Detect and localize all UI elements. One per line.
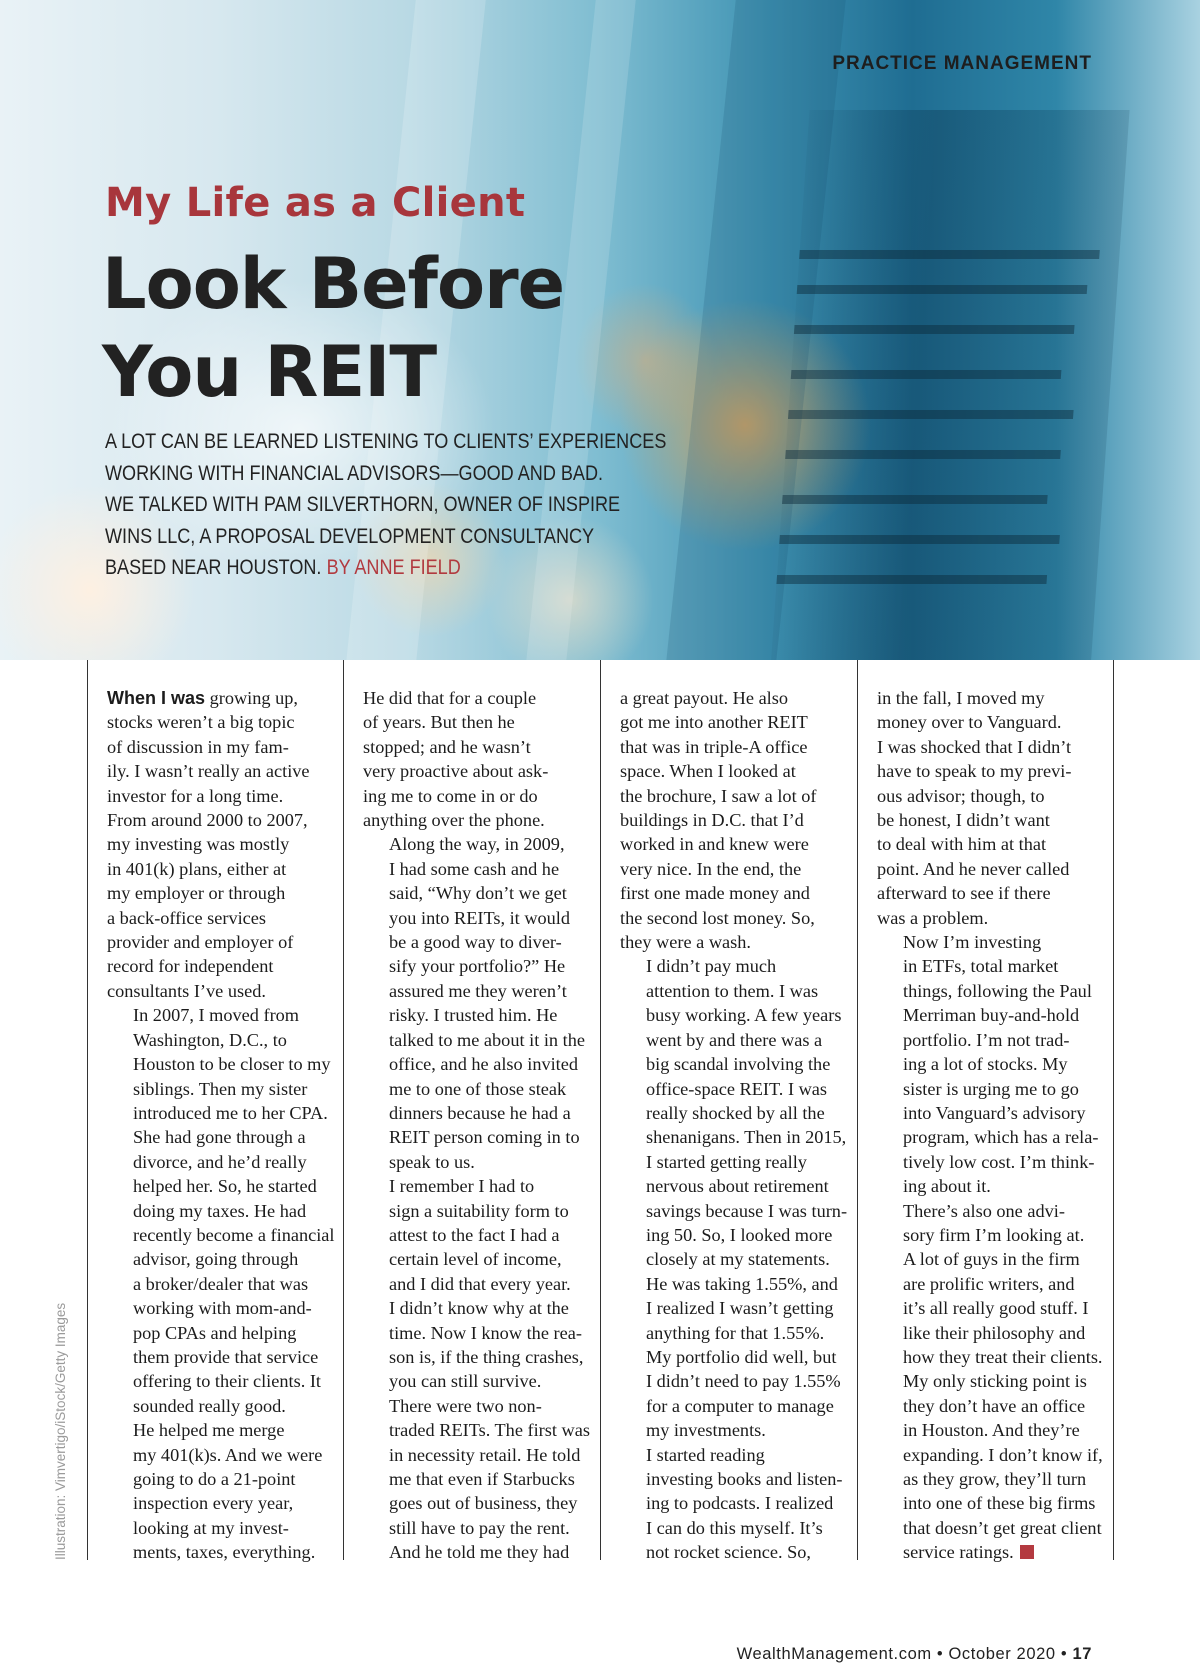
page-footer (737, 1645, 1092, 1664)
footer-issue: October 2020 (948, 1645, 1056, 1663)
text-line (877, 1540, 1103, 1564)
text-line: A lot of guys in the firm (903, 1249, 1080, 1270)
hero-illustration (0, 0, 1200, 660)
text-line (107, 686, 333, 710)
text-line: in necessity retail. He told (389, 1444, 581, 1465)
text-line: they don’t have an office (903, 1395, 1086, 1416)
text-line: anything over the phone. (363, 810, 545, 831)
deck-line: WINS LLC, A PROPOSAL DEVELOPMENT CONSULTANCY (105, 524, 595, 548)
text-line: speak to us. (389, 1151, 475, 1172)
text-line: are prolific writers, and (903, 1273, 1075, 1294)
text-line: In 2007, I moved from (133, 1005, 300, 1026)
text-column (877, 686, 1103, 1565)
text-line: of years. But then he (363, 712, 515, 733)
paragraph (363, 1394, 589, 1565)
footer-separator: • (1060, 1645, 1068, 1663)
column-rule (1113, 660, 1114, 1560)
text-line: ing me to come in or do (363, 785, 538, 806)
paragraph (877, 930, 1103, 1198)
text-line: Merriman buy-and-hold (903, 1005, 1080, 1026)
page-number: 17 (1072, 1645, 1092, 1663)
text-line: program, which has a rela- (903, 1127, 1099, 1148)
text-line: office-space REIT. I was (646, 1078, 828, 1099)
paragraph (107, 686, 333, 1003)
text-line: Washington, D.C., to (133, 1029, 287, 1050)
building-floor-line (779, 535, 1060, 544)
text-line: that doesn’t get great client (903, 1517, 1102, 1538)
text-line: He did that for a couple (363, 688, 537, 708)
text-line: attest to the fact I had a (389, 1224, 560, 1245)
building-floor-line (799, 250, 1100, 259)
title-line: Look Before (102, 243, 565, 325)
column-rule (87, 660, 88, 1560)
building-floor-line (782, 495, 1048, 504)
series-title: My Life as a Client (105, 180, 526, 226)
text-line: sify your portfolio?” He (389, 956, 566, 977)
text-line: into one of these big firms (903, 1493, 1096, 1514)
text-line: in Houston. And they’re (903, 1420, 1080, 1441)
text-line: I started getting really (646, 1151, 807, 1172)
footer-separator: • (936, 1645, 944, 1663)
text-line: I was shocked that I didn’t (877, 736, 1072, 757)
text-line: I remember I had to (389, 1176, 535, 1197)
line-text: service ratings. (903, 1542, 1014, 1563)
text-line: I can do this myself. It’s (646, 1517, 823, 1538)
text-line: not rocket science. So, (646, 1542, 811, 1563)
text-line: ous advisor; though, to (877, 785, 1045, 806)
text-line: stocks weren’t a big topic (107, 712, 295, 733)
text-line: tively low cost. I’m think- (903, 1151, 1095, 1172)
paragraph (107, 1418, 333, 1564)
text-line: I didn’t pay much (646, 956, 777, 977)
text-line: in 401(k) plans, either at (107, 858, 287, 879)
text-line: I realized I wasn’t getting (646, 1298, 834, 1319)
deck-line-text: BASED NEAR HOUSTON. (105, 556, 322, 579)
text-line: pop CPAs and helping (133, 1322, 297, 1343)
byline: BY ANNE FIELD (326, 556, 461, 579)
text-line: my 401(k)s. And we were (133, 1444, 323, 1465)
text-line: ments, taxes, everything. (133, 1542, 316, 1563)
text-line: money over to Vanguard. (877, 712, 1062, 733)
text-line: big scandal involving the (646, 1054, 831, 1075)
text-line: in ETFs, total market (903, 956, 1059, 977)
text-line: going to do a 21-point (133, 1469, 296, 1489)
text-line: siblings. Then my sister (133, 1078, 308, 1099)
deck-line: WE TALKED WITH PAM SILVERTHORN, OWNER OF INSPIRE (105, 493, 621, 516)
text-line: how they treat their clients. (903, 1346, 1103, 1367)
end-of-article-mark (1020, 1545, 1034, 1559)
text-line: investor for a long time. (107, 785, 284, 806)
text-line: the brochure, I saw a lot of (620, 785, 817, 806)
text-line: attention to them. I was (646, 980, 819, 1001)
deck-line (105, 552, 552, 584)
text-line: busy working. A few years (646, 1005, 842, 1026)
text-line: He helped me merge (133, 1420, 285, 1441)
text-line: stopped; and he wasn’t (363, 736, 531, 757)
text-line: very proactive about ask- (363, 761, 549, 782)
text-column (363, 686, 589, 1565)
text-line: Now I’m investing (903, 932, 1042, 953)
text-line: divorce, and he’d really (133, 1151, 307, 1172)
column-rule (600, 660, 601, 1560)
text-line: worked in and knew were (620, 834, 809, 855)
text-line: still have to pay the rent. (389, 1517, 570, 1538)
text-line: they were a wash. (620, 932, 751, 953)
text-line: my investing was mostly (107, 834, 290, 855)
text-line: for a computer to manage (646, 1395, 834, 1416)
text-line: record for independent (107, 956, 274, 977)
text-line: got me into another REIT (620, 712, 808, 733)
line-text: growing up, (209, 688, 298, 708)
text-line: ing to podcasts. I realized (646, 1493, 834, 1514)
text-line: be a good way to diver- (389, 932, 562, 953)
text-line: that was in triple-A office (620, 736, 808, 757)
text-line: offering to their clients. It (133, 1371, 322, 1392)
text-line: shenanigans. Then in 2015, (646, 1127, 847, 1148)
text-line: to deal with him at that (877, 834, 1047, 855)
text-line: sounded really good. (133, 1395, 286, 1416)
text-line: I had some cash and he (389, 858, 560, 879)
text-line: There’s also one advi- (903, 1200, 1065, 1221)
text-line: of discussion in my fam- (107, 736, 289, 757)
text-line: doing my taxes. He had (133, 1200, 307, 1221)
text-line: My only sticking point is (903, 1371, 1087, 1392)
paragraph (107, 1003, 333, 1418)
text-line: I didn’t know why at the (389, 1298, 569, 1319)
deck-line: A LOT CAN BE LEARNED LISTENING TO CLIENTS’ EXPERIENCES (105, 430, 667, 453)
text-line: space. When I looked at (620, 761, 796, 782)
text-line: son is, if the thing crashes, (389, 1346, 584, 1367)
text-line: closely at my statements. (646, 1249, 830, 1270)
text-line: have to speak to my previ- (877, 761, 1072, 782)
text-line: into Vanguard’s advisory (903, 1102, 1086, 1123)
text-line: went by and there was a (646, 1029, 823, 1050)
text-line: ing a lot of stocks. My (903, 1054, 1068, 1075)
article-title (102, 240, 722, 416)
text-line: Along the way, in 2009, (389, 834, 565, 855)
text-line: my employer or through (107, 883, 286, 904)
text-line: you can still survive. (389, 1371, 542, 1392)
text-line: be honest, I didn’t want (877, 810, 1050, 831)
text-line: sign a suitability form to (389, 1200, 569, 1221)
deck-line: WORKING WITH FINANCIAL ADVISORS—GOOD AND BAD. (105, 461, 604, 485)
text-line: nervous about retirement (646, 1176, 829, 1197)
building-floor-line (794, 325, 1075, 334)
text-line: consultants I’ve used. (107, 980, 266, 1001)
text-line: recently become a financial (133, 1224, 335, 1245)
text-line: really shocked by all the (646, 1102, 825, 1123)
text-line: was a problem. (877, 907, 989, 928)
text-line: I started reading (646, 1444, 765, 1465)
text-line: anything for that 1.55%. (646, 1322, 825, 1343)
text-line: My portfolio did well, but (646, 1346, 837, 1367)
paragraph (620, 1443, 846, 1565)
text-line: From around 2000 to 2007, (107, 810, 308, 831)
column-rule (857, 660, 858, 1560)
text-line: Houston to be closer to my (133, 1054, 331, 1075)
section-label: PRACTICE MANAGEMENT (832, 53, 1092, 74)
text-line: very nice. In the end, the (620, 858, 802, 879)
building-floor-line (791, 370, 1062, 379)
text-line: savings because I was turn- (646, 1200, 848, 1221)
column-rule (343, 660, 344, 1560)
text-line: office, and he also invited (389, 1054, 579, 1075)
text-line: She had gone through a (133, 1127, 306, 1148)
building-floor-line (797, 285, 1088, 294)
article-deck (105, 426, 667, 584)
paragraph (363, 686, 589, 832)
paragraph (363, 832, 589, 1174)
text-line: risky. I trusted him. He (389, 1005, 558, 1026)
text-line: ily. I wasn’t really an active (107, 761, 310, 782)
text-line: sister is urging me to go (903, 1078, 1079, 1099)
text-line: certain level of income, (389, 1249, 562, 1270)
paragraph (877, 1199, 1103, 1565)
text-line: portfolio. I’m not trad- (903, 1029, 1070, 1050)
text-line: expanding. I don’t know if, (903, 1444, 1103, 1465)
text-line: and I did that every year. (389, 1273, 571, 1294)
text-line: like their philosophy and (903, 1322, 1086, 1343)
text-line: I didn’t need to pay 1.55% (646, 1371, 841, 1392)
text-line: them provide that service (133, 1346, 319, 1367)
text-line: talked to me about it in the (389, 1029, 585, 1050)
text-line: advisor, going through (133, 1249, 299, 1270)
text-line: sory firm I’m looking at. (903, 1224, 1085, 1245)
text-line: time. Now I know the rea- (389, 1322, 582, 1343)
paragraph (877, 686, 1103, 930)
text-line: helped her. So, he started (133, 1176, 317, 1197)
text-line: And he told me they had (389, 1542, 570, 1563)
text-line: traded REITs. The first was (389, 1420, 590, 1441)
glass-building (770, 110, 1129, 660)
text-line: you into REITs, it would (389, 907, 571, 928)
building-floor-line (776, 575, 1047, 584)
lead-in: When I was (107, 688, 206, 708)
building-floor-line (788, 410, 1074, 419)
text-line: me that even if Starbucks (389, 1469, 575, 1489)
text-line: assured me they weren’t (389, 980, 567, 1001)
text-line: REIT person coming in to (389, 1127, 580, 1148)
image-credit: Illustration: Vimvertigo/iStock/Getty Images (53, 1302, 68, 1560)
text-line: in the fall, I moved my (877, 688, 1045, 708)
text-line: introduced me to her CPA. (133, 1102, 328, 1123)
text-line: a broker/dealer that was (133, 1273, 309, 1294)
text-line: There were two non- (389, 1395, 542, 1416)
text-line: it’s all really good stuff. I (903, 1298, 1089, 1319)
building-floor-line (785, 450, 1061, 459)
title-line: You REIT (102, 331, 437, 413)
text-column (107, 686, 333, 1565)
text-line: investing books and listen- (646, 1469, 843, 1489)
text-line: a back-office services (107, 907, 267, 928)
text-column (620, 686, 846, 1565)
text-line: looking at my invest- (133, 1517, 289, 1538)
text-line: dinners because he had a (389, 1102, 571, 1123)
text-line: my investments. (646, 1420, 766, 1441)
footer-site: WealthManagement.com (736, 1645, 932, 1663)
text-line: as they grow, they’ll turn (903, 1469, 1087, 1489)
text-line: working with mom-and- (133, 1298, 312, 1319)
text-line: ing about it. (903, 1176, 991, 1197)
paragraph (620, 686, 846, 954)
text-line: provider and employer of (107, 932, 294, 953)
paragraph (620, 954, 846, 1442)
text-line: goes out of business, they (389, 1493, 578, 1514)
text-line: He was taking 1.55%, and (646, 1273, 838, 1294)
text-line: first one made money and (620, 883, 810, 904)
text-line: inspection every year, (133, 1493, 294, 1514)
text-line: the second lost money. So, (620, 907, 815, 928)
text-line: said, “Why don’t we get (389, 883, 567, 904)
text-line: buildings in D.C. that I’d (620, 810, 804, 831)
text-line: things, following the Paul (903, 980, 1092, 1001)
text-line: afterward to see if there (877, 883, 1051, 904)
text-line: ing 50. So, I looked more (646, 1224, 833, 1245)
text-line: a great payout. He also (620, 688, 789, 708)
text-line: me to one of those steak (389, 1078, 567, 1099)
text-line: point. And he never called (877, 858, 1070, 879)
paragraph (363, 1174, 589, 1394)
